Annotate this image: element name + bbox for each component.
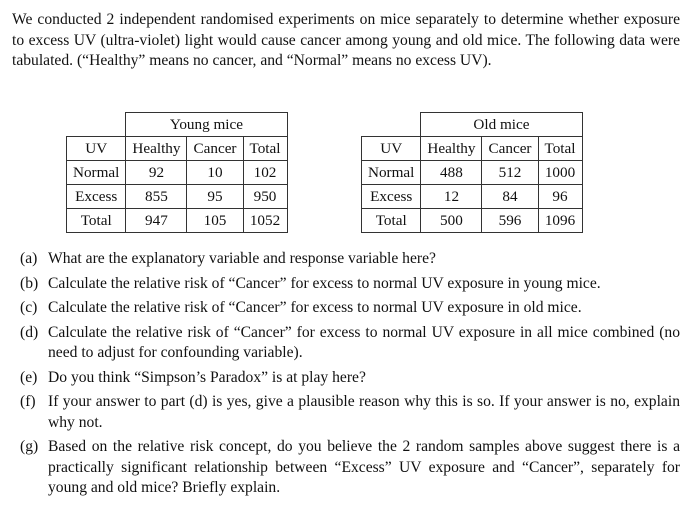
column-header: Cancer [482, 137, 538, 161]
table-row [362, 209, 583, 233]
table-cell: 105 [187, 209, 243, 233]
table-cell: 1096 [538, 209, 582, 233]
old-mice-table [361, 112, 583, 233]
table-cell: 512 [482, 161, 538, 185]
question-label: (d) [20, 323, 39, 341]
column-header: Cancer [187, 137, 243, 161]
question-text: Calculate the relative risk of “Cancer” for excess to normal UV exposure in old mice. [48, 299, 582, 316]
question-text: Do you think “Simpson’s Paradox” is at play here? [48, 368, 366, 386]
table-header-row [362, 137, 583, 161]
table-group-row [362, 113, 583, 137]
question-text: Calculate the relative risk of “Cancer” for excess to normal UV exposure in all mice combined (no need to adjust for confounding variable). [48, 323, 680, 361]
question-label: (g) [20, 438, 39, 455]
table-cell: Total [362, 209, 421, 233]
question-item-g [20, 437, 680, 499]
table-row [67, 209, 288, 233]
question-text: What are the explanatory variable and response variable here? [48, 250, 436, 267]
question-label: (a) [20, 250, 38, 267]
table-cell: Excess [67, 185, 126, 209]
table-cell: 102 [243, 161, 287, 185]
table-cell: 1000 [538, 161, 582, 185]
table-cell: 596 [482, 209, 538, 233]
young-mice-table [66, 112, 288, 233]
question-item-c [20, 298, 680, 319]
group-label: Young mice [126, 113, 287, 137]
table-row [362, 161, 583, 185]
table-cell: 488 [421, 161, 482, 185]
table-cell: Total [67, 209, 126, 233]
table-group-row [67, 113, 288, 137]
table-cell: 947 [126, 209, 187, 233]
question-text: Based on the relative risk concept, do you believe the 2 random samples above suggest there is a practically significant relationship between “Excess” UV exposure and “Cancer”, separately for young and old mice? Briefly explain. [48, 438, 680, 496]
table-cell: 95 [187, 185, 243, 209]
table-cell: Excess [362, 185, 421, 209]
question-item-e [20, 368, 680, 389]
table-cell: 950 [243, 185, 287, 209]
question-label: (f) [20, 393, 36, 410]
column-header: Total [243, 137, 287, 161]
table-cell: Normal [362, 161, 421, 185]
table-cell: 12 [421, 185, 482, 209]
column-header: Total [538, 137, 582, 161]
question-label: (b) [20, 274, 39, 292]
column-header: UV [362, 137, 421, 161]
table-cell: 96 [538, 185, 582, 209]
table-row [67, 185, 288, 209]
question-label: (e) [20, 368, 38, 386]
question-list [20, 249, 680, 503]
question-text: Calculate the relative risk of “Cancer” for excess to normal UV exposure in young mice. [48, 274, 601, 292]
question-item-f [20, 392, 680, 433]
question-text: If your answer to part (d) is yes, give a plausible reason why this is so. If your answer is no, explain why not. [48, 393, 680, 431]
table-cell: 500 [421, 209, 482, 233]
column-header: Healthy [126, 137, 187, 161]
intro-paragraph: We conducted 2 independent randomised experiments on mice separately to determine whether exposure to excess UV (ultra-violet) light would cause cancer among young and old mice. The following data were tabulated. (“Healthy” means no cancer, and “Normal” means no excess UV). [12, 11, 680, 69]
question-item-a [20, 249, 680, 270]
table-header-row [67, 137, 288, 161]
table-cell: 10 [187, 161, 243, 185]
table-cell: Normal [67, 161, 126, 185]
table-cell: 855 [126, 185, 187, 209]
column-header: UV [67, 137, 126, 161]
table-cell: 92 [126, 161, 187, 185]
group-label: Old mice [421, 113, 582, 137]
table-cell: 1052 [243, 209, 287, 233]
question-item-d [20, 323, 680, 364]
question-label: (c) [20, 299, 38, 316]
column-header: Healthy [421, 137, 482, 161]
table-row [67, 161, 288, 185]
table-row [362, 185, 583, 209]
question-item-b [20, 274, 680, 295]
table-cell: 84 [482, 185, 538, 209]
